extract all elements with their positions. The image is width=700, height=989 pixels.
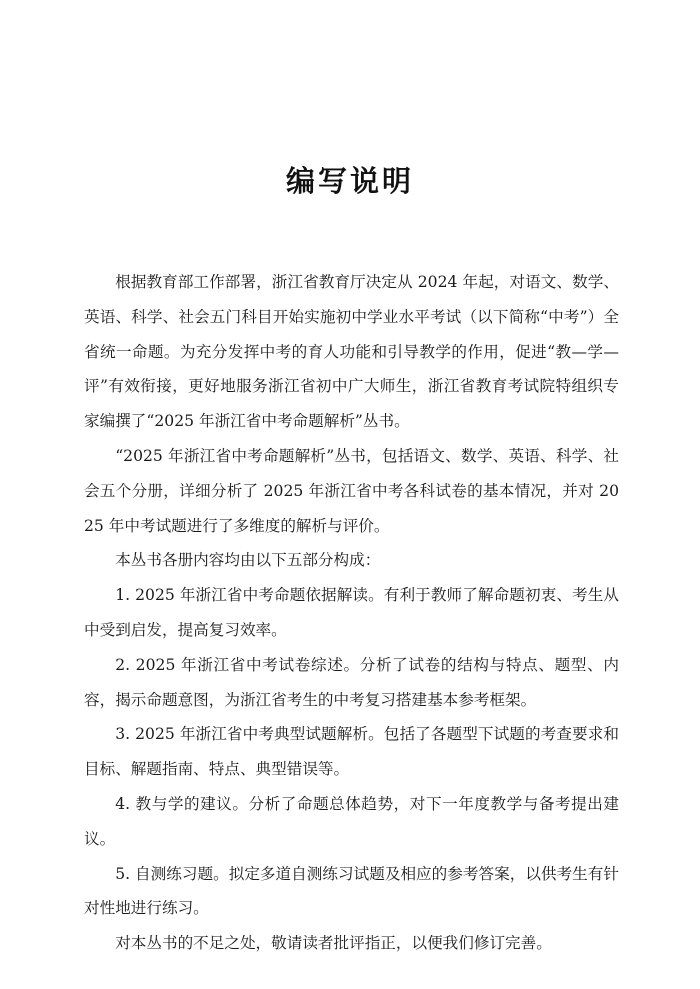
page-title: 编写说明 bbox=[285, 164, 414, 199]
document-body bbox=[84, 265, 619, 961]
list-item-1: 1. 2025 年浙江省中考命题依据解读。有利于教师了解命题初衷、考生从中受到启发，提高复习效率。 bbox=[84, 586, 619, 639]
list-item-2: 2. 2025 年浙江省中考试卷综述。分析了试卷的结构与特点、题型、内容，揭示命题意图，为浙江省考生的中考复习搭建基本参考框架。 bbox=[84, 655, 619, 709]
closing-paragraph: 对本丛书的不足之处，敬请读者批评指正，以便我们修订完善。 bbox=[115, 934, 552, 953]
list-item-3: 3. 2025 年浙江省中考典型试题解析。包括了各题型下试题的考查要求和目标、解题指南、特点、典型错误等。 bbox=[84, 725, 619, 779]
list-item-4: 4. 教与学的建议。分析了命题总体趋势，对下一年度教学与备考提出建议。 bbox=[84, 794, 619, 848]
intro-paragraph: 根据教育部工作部署，浙江省教育厅决定从 2024 年起，对语文、数学、英语、科学、社会五门科目开始实施初中学业水平考试（以下简称“中考”）全省统一命题。为充分发挥中考的育人功能和引导教学的作用，促进“教—学—评”有效衔接，更好地服务浙江省初中广大师生，浙江省教育考试院特组织专家编撰了“2025 年浙江省中考命题解析”丛书。 bbox=[84, 273, 619, 431]
structure-intro-paragraph: 本丛书各册内容均由以下五部分构成： bbox=[115, 551, 381, 570]
list-item-5: 5. 自测练习题。拟定多道自测练习试题及相应的参考答案，以供考生有针对性地进行练习。 bbox=[84, 864, 619, 918]
series-overview-paragraph: “2025 年浙江省中考命题解析”丛书，包括语文、数学、英语、科学、社会五个分册，详细分析了 2025 年浙江省中考各科试卷的基本情况，并对 2025 年中考试题进行了多维度的解析与评价。 bbox=[84, 446, 619, 535]
